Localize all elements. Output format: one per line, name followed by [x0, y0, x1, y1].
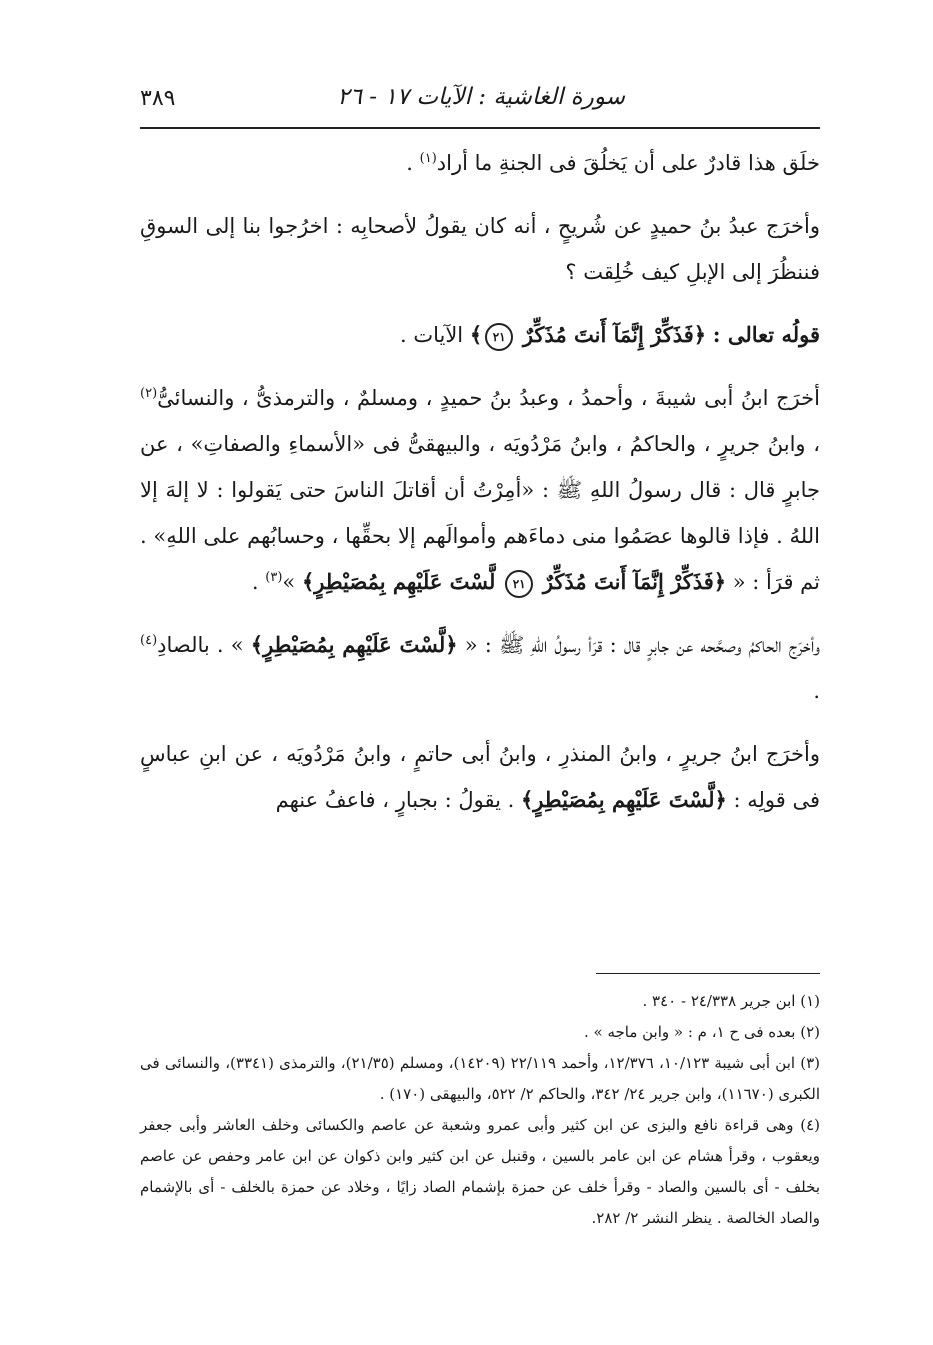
paragraph-text: » . بالصادِ [157, 633, 251, 657]
quran-quote: لَّسْتَ عَلَيْهِم بِمُصَيْطِرٍ﴾ [301, 569, 496, 594]
main-text [140, 140, 820, 840]
paragraph-5 [140, 622, 820, 714]
paragraph-text: ، وابنُ جريرٍ ، والحاكمُ ، وابنُ مَرْدُويَه ، والبيهقىُّ فى «الأسماءِ والصفاتِ» ، عن جابرٍ قال : قال رسولُ اللهِ ﷺ : «أمِرْتُ أن أقاتلَ الناسَ حتى يَقولوا : لا إلهَ إلا اللهُ . فإذا قالوها عصَمُوا منى دماءَهم وأموالَهم إلا بحقِّها ، وحسابُهم على اللهِ» . ثم قرَأ : « [140, 432, 820, 594]
running-header [140, 78, 820, 122]
footnote-ref[interactable]: (٤) [140, 633, 158, 648]
footnote-2: (٢) بعده فى ح ١، م : « وابن ماجه » . [583, 1023, 820, 1041]
ayah-number-marker: ٢١ [485, 323, 513, 351]
paragraph-text: وأخرَج عبدُ بنُ حميدٍ عن شُريحٍ ، أنه كان يقولُ لأصحابِه : اخرُجوا بنا إلى السوقِ فننظُرَ إلى الإبلِ كيف خُلِقت ؟ [140, 214, 820, 284]
ayah-number-marker: ٢١ [505, 570, 533, 598]
footnote-1: (١) ابن جرير ٢٤/٣٣٨ - ٣٤٠ . [642, 992, 820, 1010]
page-number: ٣٨٩ [140, 86, 176, 111]
paragraph-6 [140, 731, 820, 823]
footnote-ref[interactable]: (٣) [265, 570, 283, 585]
paragraph-text: وأخرَج الحاكمُ وصحَّحه عن جابرٍ قال : قرَأ رسولُ اللهِ ﷺ : « [457, 633, 821, 657]
verse-heading: قولُه تعالى : [712, 322, 820, 347]
footnote-ref[interactable]: (٢) [140, 386, 158, 401]
header-rule [140, 127, 820, 129]
quran-bracket: ﴾ [469, 322, 483, 347]
quran-quote: ﴿لَّسْتَ عَلَيْهِم بِمُصَيْطِرٍ﴾ [250, 632, 458, 657]
paragraph-tail: الآيات . [399, 323, 464, 347]
footnote-4: (٤) وهى قراءة نافع والبزى عن ابن كثير وأبى عمرو وشعبة عن عاصم والكسائى وخلف العاشر وأبى جعفر ويعقوب ، وقرأ هشام عن ابن عامر بالسين ، وقنبل عن ابن كثير وابن ذكوان عن ابن عامر وحفص عن عاصم بخلف - أى بالسين والصاد - وقرأ خلف عن حمزة بإشمام الصاد زايًا ، وخلاد عن حمزة بالخلف - أى بالإشمام والصاد الخالصة . ينظر النشر ٢/ ٢٨٢. [140, 1116, 820, 1227]
quran-quote: ﴿لَّسْتَ عَلَيْهِم بِمُصَيْطِرٍ﴾ [521, 787, 727, 812]
paragraph-tail: . [406, 151, 420, 175]
header-title: سورة الغاشية : الآيات ١٧ - ٢٦ [337, 84, 625, 110]
quran-quote: ﴿فَذَكِّرْ إِنَّمَآ أَنتَ مُذَكِّرٌ [522, 322, 707, 347]
footnote-3: (٣) ابن أبى شيبة ١٠/١٢٣، ١٢/٣٧٦، وأحمد ٢٢/١١٩ (١٤٢٠٩)، ومسلم (٢١/٣٥)، والترمذى (٣٣٤١)، والنسائى فى الكبرى (١١٦٧٠)، وابن جرير ٢٤/ ٣٤٢، والحاكم ٢/ ٥٢٢، والبيهقى (١٧٠) . [140, 1054, 821, 1103]
paragraph-4 [140, 375, 820, 605]
paragraph-text: خلَق هذا قادرٌ على أن يَخلُقَ فى الجنةِ ما أراد [436, 151, 820, 175]
footnote-ref[interactable]: (١) [419, 151, 437, 166]
paragraph-2 [140, 203, 820, 295]
paragraph-tail: . [251, 570, 266, 594]
paragraph-text: » [282, 570, 302, 594]
paragraph-3 [140, 312, 820, 358]
paragraph-tail: . [813, 679, 820, 703]
paragraph-1 [140, 140, 820, 186]
paragraph-text: أخرَج ابنُ أبى شيبةَ ، وأحمدُ ، وعبدُ بنُ حميدٍ ، ومسلمٌ ، والترمذىُّ ، والنسائىُّ [157, 386, 820, 410]
paragraph-text: . يقولُ : بجبارٍ ، فاعفُ عنهم [275, 788, 521, 812]
footnotes [140, 986, 820, 1234]
paragraph-text: وأخرَج ابنُ جريرٍ ، وابنُ المنذرِ ، وابنُ أبى حاتمٍ ، وابنُ مَرْدُويَه ، عن ابنِ عباسٍ فى قولِه : [140, 742, 820, 812]
quran-quote: ﴿فَذَكِّرْ إِنَّمَآ أَنتَ مُذَكِّرٌ [542, 569, 727, 594]
footnote-rule [596, 973, 820, 974]
